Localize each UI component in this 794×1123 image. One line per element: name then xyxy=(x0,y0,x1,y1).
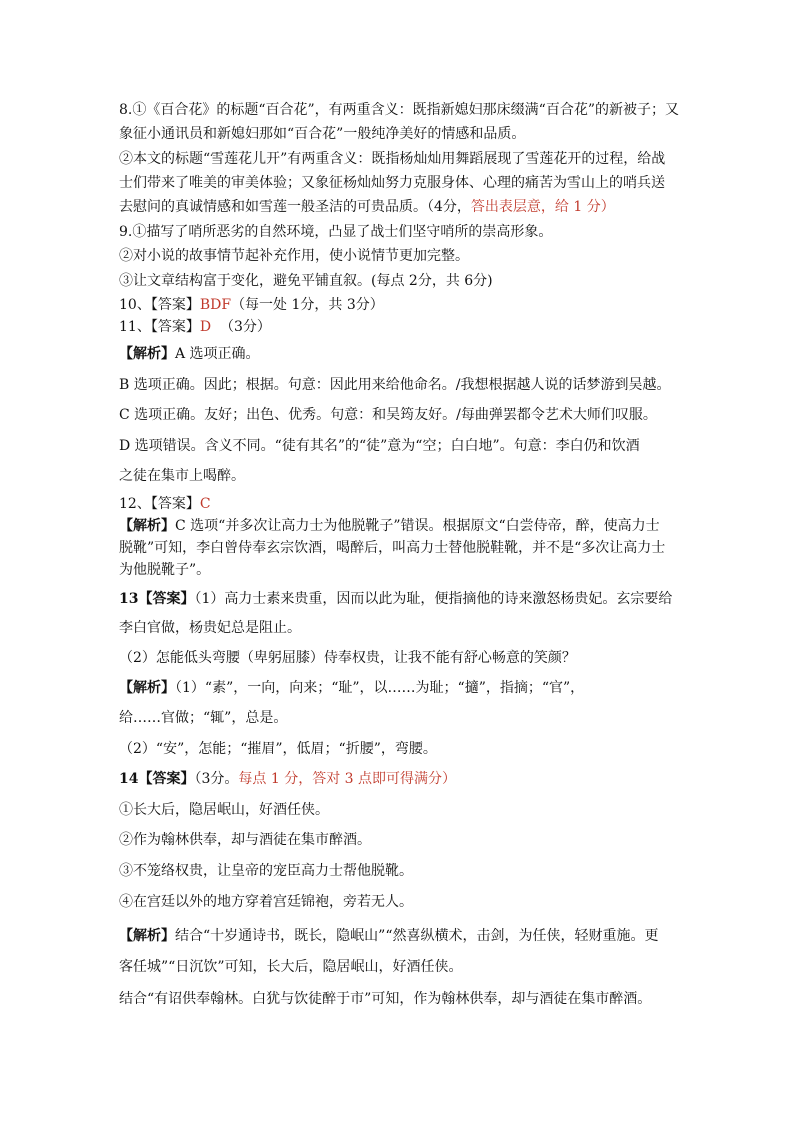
q13-analysis-line3: （2）“安”，怎能；“摧眉”，低眉；“折腰”，弯腰。 xyxy=(119,741,437,757)
q14-scoring-note: 每点 1 分，答对 3 点即可得满分） xyxy=(238,771,457,787)
q14-label: 14【答案】 xyxy=(119,771,195,787)
q11-answer-line xyxy=(119,318,271,336)
q14-score: （3分。 xyxy=(194,771,239,787)
q11-analysis-line xyxy=(119,345,260,363)
q11-answer: D xyxy=(199,319,212,335)
q14-analysis-label: 【解析】 xyxy=(119,928,175,944)
q13-answer-line1 xyxy=(119,590,672,608)
q9-line1: 9.①描写了哨所恶劣的自然环境，凸显了战士们坚守哨所的崇高形象。 xyxy=(119,224,553,240)
q10-answer: BDF xyxy=(199,297,232,313)
q13-analysis-line2: 给……官做；“辄”，总是。 xyxy=(119,710,288,726)
q12-analysis-line1 xyxy=(119,517,660,535)
q13-answer-line2: 李白官做，杨贵妃总是阻止。 xyxy=(119,620,301,636)
q14-analysis-line2: 客任城”“日沉饮”可知，长大后，隐居岷山，好酒任侠。 xyxy=(119,959,463,975)
q10-label: 10、【答案】 xyxy=(119,297,200,313)
q13-analysis-text: （1）“素”，一向，向来；“耻”，以……为耻；“擿”，指摘；“官”， xyxy=(175,680,585,696)
q12-analysis-line2: 脱靴”可知，李白曾侍奉玄宗饮酒，喝醉后，叫高力士替他脱鞋靴，并不是“多次让高力士 xyxy=(119,540,666,556)
q13-analysis-label: 【解析】 xyxy=(119,680,175,696)
q8-para2-line2: 士们带来了唯美的审美体验；又象征杨灿灿努力克服身体、心理的痛苦为雪山上的哨兵送 xyxy=(119,175,665,191)
q9-line3: ③让文章结构富于变化，避免平铺直叙。(每点 2分，共 6分) xyxy=(119,273,493,289)
q11-label: 11、【答案】 xyxy=(119,319,200,335)
q13-label: 13【答案】 xyxy=(119,591,195,607)
q8-para2-line3 xyxy=(119,198,615,216)
q11-option-d-line1: D 选项错误。含义不同。“徒有其名”的“徒”意为“空；白白地”。句意：李白仍和饮酒 xyxy=(119,438,640,454)
q8-para1-line2: 象征小通讯员和新媳妇那如“百合花”一般纯净美好的情感和品质。 xyxy=(119,126,526,142)
q12-label: 12、【答案】 xyxy=(119,496,200,512)
q11-analysis-label: 【解析】 xyxy=(119,346,175,362)
q14-analysis-line3: 结合“有诏供奉翰林。白犹与饮徒醉于市”可知，作为翰林供奉，却与酒徒在集市醉酒。 xyxy=(119,991,652,1007)
q14-item1: ①长大后，隐居岷山，好酒任侠。 xyxy=(119,802,329,818)
q11-option-b: B 选项正确。因此；根据。句意：因此用来给他命名。/我想根据越人说的话梦游到吴越。 xyxy=(119,377,671,393)
q13-analysis-line1 xyxy=(119,679,584,697)
q12-answer: C xyxy=(199,496,211,512)
q10-answer-line xyxy=(119,296,384,314)
q12-analysis-label: 【解析】 xyxy=(119,518,175,534)
q13-answer-text: （1）高力士素来贵重，因而以此为耻，便指摘他的诗来激怒杨贵妃。玄宗要给 xyxy=(194,591,673,607)
q11-option-c: C 选项正确。友好；出色、优秀。句意：和吴筠友好。/每曲弹罢都令艺术大师们叹服。 xyxy=(119,407,657,423)
q13-answer-line3: （2）怎能低头弯腰（卑躬屈膝）侍奉权贵，让我不能有舒心畅意的笑颜？ xyxy=(119,650,576,666)
q10-note: （每一处 1分，共 3分） xyxy=(231,297,384,313)
q11-note: （3分） xyxy=(211,319,271,335)
q14-item3: ③不笼络权贵，让皇帝的宠臣高力士帮他脱靴。 xyxy=(119,863,413,879)
q8-para2-line1: ②本文的标题“雪莲花儿开”有两重含义：既指杨灿灿用舞蹈展现了雪莲花开的过程，给战 xyxy=(119,151,666,167)
q14-item4: ④在宫廷以外的地方穿着宫廷锦袍，旁若无人。 xyxy=(119,894,413,910)
q9-line2: ②对小说的故事情节起补充作用，使小说情节更加完整。 xyxy=(119,248,469,264)
q8-para1-line1: 8.①《百合花》的标题“百合花”，有两重含义：既指新媳妇那床缀满“百合花”的新被子；又 xyxy=(119,102,679,118)
q14-item2: ②作为翰林供奉，却与酒徒在集市醉酒。 xyxy=(119,832,371,848)
q12-answer-line xyxy=(119,495,211,513)
q8-scoring-note: 答出表层意，给 1 分） xyxy=(470,199,615,215)
q14-analysis-line1 xyxy=(119,927,658,945)
q11-option-d-line2: 之徒在集市上喝醉。 xyxy=(119,468,245,484)
q12-analysis-text: C 选项“并多次让高力士为他脱靴子”错误。根据原文“白尝侍帝，醉，使高力士 xyxy=(175,518,660,534)
q11-option-a: A 选项正确。 xyxy=(175,346,260,362)
q8-para2-line3-text: 去慰问的真诚情感和如雪莲一般圣洁的可贵品质。（4分， xyxy=(119,199,471,215)
q14-analysis-text: 结合“十岁通诗书，既长，隐岷山”“然喜纵横术，击剑，为任侠，轻财重施。更 xyxy=(175,928,659,944)
q12-analysis-line3: 为他脱靴子”。 xyxy=(119,562,211,578)
q14-answer-line xyxy=(119,770,456,788)
